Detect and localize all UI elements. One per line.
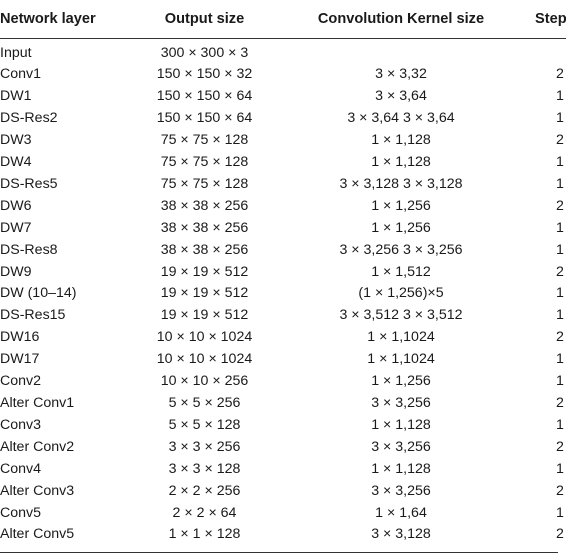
cell-network-layer: DS-Res15 <box>0 307 66 324</box>
header-kernel-size: Convolution Kernel size <box>281 0 521 38</box>
cell-step: 1 <box>556 416 564 433</box>
cell-network-layer: DS-Res8 <box>0 241 58 258</box>
table-row <box>0 371 566 393</box>
cell-network-layer: Input <box>0 44 32 61</box>
table-row <box>0 437 566 459</box>
cell-output-size: 300 × 300 × 3 <box>160 44 249 61</box>
cell-kernel-size: 1 × 1,128 <box>371 154 431 171</box>
cell-network-layer: DW6 <box>0 197 32 214</box>
cell-output-size: 150 × 150 × 64 <box>156 88 253 105</box>
table-row <box>0 415 566 437</box>
table-row <box>0 240 566 262</box>
cell-network-layer: Conv1 <box>0 66 42 83</box>
table-body <box>0 38 566 546</box>
cell-network-layer: Conv5 <box>0 504 42 521</box>
cell-kernel-size: 3 × 3,256 <box>371 482 431 499</box>
cell-step: 2 <box>556 526 564 543</box>
table-row <box>0 38 566 64</box>
cell-network-layer: DW1 <box>0 88 32 105</box>
table-row <box>0 503 566 525</box>
cell-network-layer: DW16 <box>0 329 40 346</box>
cell-output-size: 75 × 75 × 128 <box>160 175 249 192</box>
cell-step: 1 <box>556 154 564 171</box>
table-row <box>0 86 566 108</box>
table-row <box>0 305 566 327</box>
cell-output-size: 5 × 5 × 256 <box>168 395 241 411</box>
cell-output-size: 10 × 10 × 1024 <box>156 351 253 368</box>
cell-kernel-size: 1 × 1,128 <box>371 460 431 477</box>
cell-output-size: 10 × 10 × 256 <box>160 373 249 390</box>
cell-step: 2 <box>556 132 564 149</box>
cell-step: 2 <box>556 395 564 411</box>
cell-network-layer: Conv2 <box>0 373 42 390</box>
cell-step: 1 <box>556 460 564 477</box>
cell-step: 2 <box>556 329 564 346</box>
cell-kernel-size: 1 × 1,64 <box>375 504 427 521</box>
cell-step <box>521 38 566 64</box>
table-row <box>0 108 566 130</box>
cell-kernel-size: (1 × 1,256)×5 <box>358 285 444 302</box>
table-row <box>0 481 566 503</box>
cell-step: 1 <box>556 110 564 127</box>
cell-output-size: 75 × 75 × 128 <box>160 154 249 171</box>
cell-network-layer: DW4 <box>0 154 32 171</box>
table-row <box>0 524 566 546</box>
cell-output-size: 75 × 75 × 128 <box>160 132 249 149</box>
cell-output-size: 19 × 19 × 512 <box>160 285 249 302</box>
cell-output-size: 3 × 3 × 256 <box>168 438 241 455</box>
cell-output-size: 19 × 19 × 512 <box>160 307 249 324</box>
table-row <box>0 393 566 415</box>
cell-kernel-size: 1 × 1,256 <box>371 219 431 236</box>
cell-step: 1 <box>556 504 564 521</box>
table-row <box>0 283 566 305</box>
cell-kernel-size: 1 × 1,1024 <box>367 329 435 346</box>
cell-network-layer: DS-Res5 <box>0 175 58 192</box>
cell-step: 2 <box>556 197 564 214</box>
table-row <box>0 459 566 481</box>
cell-network-layer: Conv3 <box>0 416 42 433</box>
cell-output-size: 3 × 3 × 128 <box>168 460 241 477</box>
table-row <box>0 64 566 86</box>
table-row <box>0 152 566 174</box>
cell-step: 1 <box>556 285 564 302</box>
cell-step: 2 <box>556 263 564 280</box>
cell-kernel-size: 3 × 3,256 <box>371 395 431 411</box>
cell-kernel-size: 3 × 3,128 3 × 3,128 <box>339 175 463 192</box>
cell-kernel-size: 1 × 1,256 <box>371 373 431 390</box>
cell-kernel-size: 1 × 1,256 <box>371 197 431 214</box>
cell-step: 2 <box>556 482 564 499</box>
cell-network-layer: DW17 <box>0 351 40 368</box>
cell-kernel-size: 1 × 1,512 <box>371 263 431 280</box>
cell-output-size: 1 × 1 × 128 <box>168 526 241 543</box>
cell-step: 1 <box>556 88 564 105</box>
cell-kernel-size: 3 × 3,64 3 × 3,64 <box>347 110 455 127</box>
table-row <box>0 262 566 284</box>
cell-network-layer: DW (10–14) <box>0 285 77 302</box>
header-row <box>0 0 566 38</box>
cell-kernel-size <box>281 38 521 64</box>
cell-output-size: 38 × 38 × 256 <box>160 197 249 214</box>
cell-kernel-size: 3 × 3,32 <box>375 66 427 83</box>
cell-output-size: 150 × 150 × 64 <box>156 110 253 127</box>
cell-output-size: 2 × 2 × 256 <box>168 482 241 499</box>
table-row <box>0 130 566 152</box>
cell-step: 2 <box>556 438 564 455</box>
cell-output-size: 2 × 2 × 64 <box>172 504 237 521</box>
header-step: Step <box>521 0 566 38</box>
cell-output-size: 5 × 5 × 128 <box>168 416 241 433</box>
table-row <box>0 196 566 218</box>
cell-kernel-size: 3 × 3,64 <box>375 88 427 105</box>
cell-output-size: 38 × 38 × 256 <box>160 219 249 236</box>
cell-network-layer: Alter Conv5 <box>0 526 75 543</box>
cell-kernel-size: 1 × 1,128 <box>371 132 431 149</box>
table-row <box>0 349 566 371</box>
cell-network-layer: DW3 <box>0 132 32 149</box>
cell-network-layer: Conv4 <box>0 460 42 477</box>
cell-network-layer: Alter Conv3 <box>0 482 75 499</box>
header-network-layer: Network layer <box>0 0 128 38</box>
cell-step: 1 <box>556 219 564 236</box>
cell-kernel-size: 1 × 1,1024 <box>367 351 435 368</box>
cell-step: 1 <box>556 373 564 390</box>
table-row <box>0 218 566 240</box>
cell-output-size: 19 × 19 × 512 <box>160 263 249 280</box>
cell-network-layer: Alter Conv2 <box>0 438 75 455</box>
cell-network-layer: DW7 <box>0 219 32 236</box>
header-output-size: Output size <box>128 0 281 38</box>
cell-step: 1 <box>556 175 564 192</box>
cell-kernel-size: 3 × 3,256 3 × 3,256 <box>339 241 463 258</box>
cell-step: 2 <box>556 66 564 83</box>
cell-network-layer: DS-Res2 <box>0 110 58 127</box>
cell-kernel-size: 3 × 3,128 <box>371 526 431 543</box>
cell-kernel-size: 1 × 1,128 <box>371 416 431 433</box>
cell-output-size: 38 × 38 × 256 <box>160 241 249 258</box>
table-row <box>0 327 566 349</box>
cell-network-layer: Alter Conv1 <box>0 395 75 411</box>
cell-step: 1 <box>556 307 564 324</box>
cell-output-size: 10 × 10 × 1024 <box>156 329 253 346</box>
table-row <box>0 174 566 196</box>
cell-kernel-size: 3 × 3,256 <box>371 438 431 455</box>
cell-kernel-size: 3 × 3,512 3 × 3,512 <box>339 307 463 324</box>
cell-step: 1 <box>556 351 564 368</box>
cell-output-size: 150 × 150 × 32 <box>156 66 253 83</box>
cell-step: 1 <box>556 241 564 258</box>
cell-network-layer: DW9 <box>0 263 32 280</box>
table-header <box>0 0 566 38</box>
